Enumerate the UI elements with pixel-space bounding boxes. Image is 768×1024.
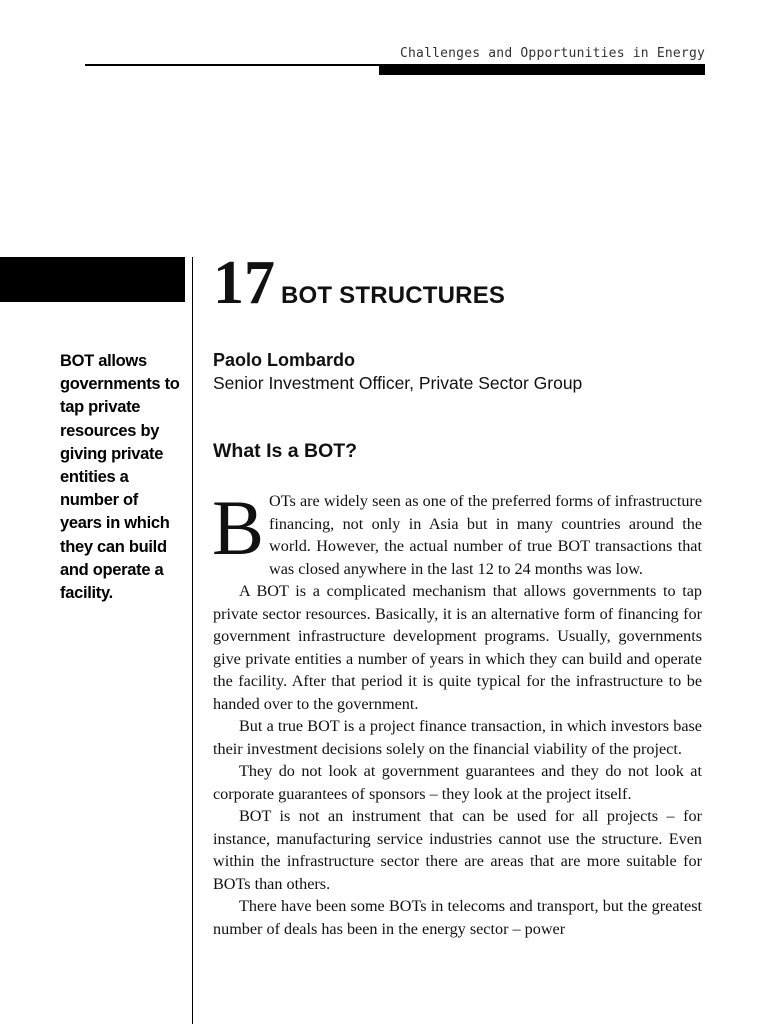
- pull-quote: BOT allows governments to tap private resources by giving private entities a number of years in which they can build and operate a facility.: [60, 352, 180, 603]
- running-head: Challenges and Opportunities in Energy: [399, 46, 705, 61]
- chapter-title: BOT STRUCTURES: [281, 282, 506, 309]
- header-bar: [379, 66, 705, 75]
- drop-cap: B: [212, 484, 265, 571]
- section-heading: What Is a BOT?: [213, 440, 358, 462]
- paragraph-text: OTs are widely seen as one of the preferred forms of infrastructure financing, not only in Asia but in many countries around the world. However, the actual number of true BOT transactions that was closed anywhere in the last 12 to 24 months was low.: [269, 492, 702, 578]
- body-paragraph: [212, 484, 702, 580]
- body-text: [212, 484, 702, 940]
- author-role: Senior Investment Officer, Private Sector Group: [213, 373, 583, 393]
- chapter-number: 17: [213, 249, 275, 317]
- body-paragraph: A BOT is a complicated mechanism that allows governments to tap private sector resources. Basically, it is an alternative form of financing for government infrastructure development programs. Usually, governments give private entities a number of years in which they can build and operate the facility. After that period it is quite typical for the infrastructure to be handed over to the government.: [213, 582, 702, 713]
- body-paragraph: They do not look at government guarantees and they do not look at corporate guarantees of sponsors – they look at the project itself.: [213, 762, 702, 803]
- author-name: Paolo Lombardo: [213, 350, 356, 370]
- column-divider: [192, 257, 193, 1024]
- chapter-heading: [213, 248, 505, 318]
- chapter-side-block: [0, 257, 185, 302]
- body-paragraph: There have been some BOTs in telecoms and transport, but the greatest number of deals has been in the energy sector – power: [213, 897, 702, 938]
- body-paragraph: But a true BOT is a project finance transaction, in which investors base their investment decisions solely on the financial viability of the project.: [213, 717, 702, 758]
- body-paragraph: BOT is not an instrument that can be used for all projects – for instance, manufacturing service industries cannot use the structure. Even within the infrastructure sector there are areas that are more suitable for BOTs than others.: [213, 807, 702, 893]
